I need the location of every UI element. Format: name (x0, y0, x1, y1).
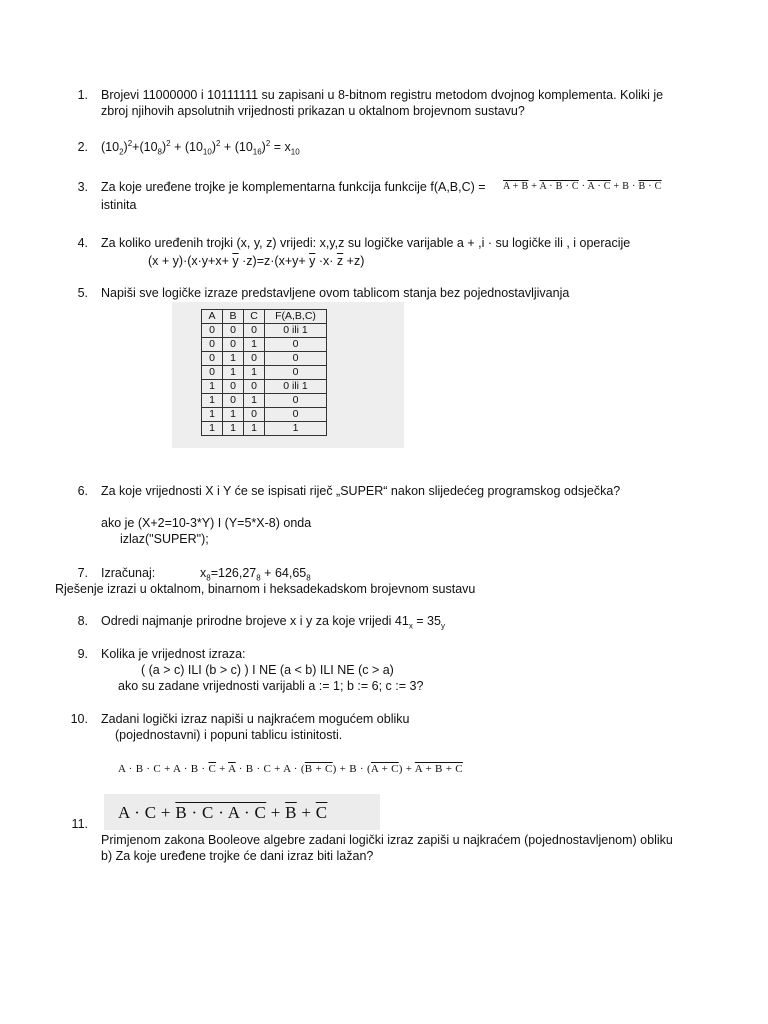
table-row (202, 338, 327, 352)
q4-equation: $(x + y)\cdot(x\cdot y+x+ \overline{y} \cdot z)=z\cdot(x+y+ \overline{y} \cdot x\cdot \overline{z} +z)$ (148, 254, 365, 268)
q11-number: 11. (71, 817, 88, 831)
q7-note: Rješenje izrazi u oktalnom, binarnom i heksadekadskom brojevnom sustavu (55, 582, 476, 596)
q5-number: 5. (77, 286, 88, 300)
table-row (202, 380, 327, 394)
table-header-b: B (223, 310, 244, 324)
q6-code2: izlaz("SUPER"); (120, 532, 209, 546)
table-cell: 1 (202, 408, 223, 422)
table-cell: 1 (223, 408, 244, 422)
table-cell: 1 (265, 422, 327, 436)
table-header-c: C (244, 310, 265, 324)
table-cell: 1 (223, 352, 244, 366)
q2-expression: $(10_2)^2+(10_8)^2 + (10_{10})^2 + (10_{16})^2 = x_{10}$ (101, 138, 300, 157)
q8-number: 8. (77, 614, 88, 628)
table-cell: 0 ili 1 (265, 324, 327, 338)
truth-table (201, 309, 327, 436)
table-cell: 0 (244, 352, 265, 366)
table-cell: 0 (202, 324, 223, 338)
q7-label: Izračunaj: (101, 566, 156, 580)
table-cell: 0 (265, 338, 327, 352)
table-cell: 0 (265, 352, 327, 366)
q10-line2: (pojednostavni) i popuni tablicu istinitosti. (115, 728, 343, 742)
table-header-f: F(A,B,C) (265, 310, 327, 324)
q10-number: 10. (70, 712, 88, 726)
table-cell: 1 (244, 366, 265, 380)
table-header-a: A (202, 310, 223, 324)
table-row (202, 366, 327, 380)
q1-line2: zbroj njihovih apsolutnih vrijednosti prikazan u oktalnom brojevnom sustavu? (101, 104, 525, 118)
table-cell: 0 ili 1 (265, 380, 327, 394)
q3-text: Za koje uređene trojke je komplementarna funkcija funkcije f(A,B,C) = (101, 180, 486, 194)
q6-number: 6. (77, 484, 88, 498)
table-header-row (202, 310, 327, 324)
table-cell: 0 (223, 394, 244, 408)
q9-line3: ako su zadane vrijednosti varijabli a := 1; b := 6; c := 3? (118, 679, 424, 693)
q3-line2: istinita (101, 198, 137, 212)
q6-line1: Za koje vrijednosti X i Y će se ispisati riječ „SUPER“ nakon slijedećeg programskog odsječka? (101, 484, 621, 498)
table-cell: 0 (202, 366, 223, 380)
q4-line1: Za koliko uređenih trojki (x, y, z) vrijedi: x,y,z su logičke varijable a + ,i · su logičke ili , i operacije (101, 236, 631, 250)
q4-number: 4. (77, 236, 88, 250)
table-cell: 1 (244, 338, 265, 352)
q3-number: 3. (77, 180, 88, 194)
table-cell: 0 (244, 408, 265, 422)
table-row (202, 422, 327, 436)
table-cell: 1 (202, 422, 223, 436)
q11-line1: Primjenom zakona Booleove algebre zadani logički izraz zapiši u najkraćem (pojednostavljenom) obliku (101, 833, 673, 847)
q7-number: 7. (77, 566, 88, 580)
table-cell: 0 (223, 324, 244, 338)
q2-number: 2. (77, 140, 88, 154)
table-row (202, 324, 327, 338)
table-cell: 0 (265, 408, 327, 422)
q8-text-line: Odredi najmanje prirodne brojeve x i y za koje vrijedi $41_x = 35_y$ (101, 614, 445, 631)
table-cell: 1 (244, 422, 265, 436)
table-cell: 0 (244, 324, 265, 338)
q10-line1: Zadani logički izraz napiši u najkraćem mogućem obliku (101, 712, 410, 726)
table-row (202, 408, 327, 422)
table-cell: 1 (223, 422, 244, 436)
q1-number: 1. (77, 88, 88, 102)
table-cell: 0 (223, 338, 244, 352)
table-cell: 0 (202, 352, 223, 366)
q9-line1: Kolika je vrijednost izraza: (101, 647, 246, 661)
q9-number: 9. (77, 647, 88, 661)
table-cell: 1 (223, 366, 244, 380)
table-cell: 1 (202, 380, 223, 394)
q9-line2: ( (a > c) ILI (b > c) ) I NE (a < b) ILI NE (c > a) (141, 663, 394, 677)
table-row (202, 352, 327, 366)
q11-line2: b) Za koje uređene trojke će dani izraz biti lažan? (101, 849, 374, 863)
q6-code1: ako je (X+2=10-3*Y) I (Y=5*X-8) onda (101, 516, 312, 530)
q5-text: Napiši sve logičke izraze predstavljene ovom tablicom stanja bez pojednostavljivanja (101, 286, 570, 300)
table-row (202, 394, 327, 408)
table-cell: 1 (202, 394, 223, 408)
table-cell: 0 (223, 380, 244, 394)
table-cell: 0 (244, 380, 265, 394)
q1-line1: Brojevi 11000000 i 10111111 su zapisani u 8-bitnom registru metodom dvojnog komplementa. Koliki je (101, 88, 664, 102)
q7-expression: $x_8=126,27_8 + 64,65_8$ (200, 566, 311, 583)
q3-formula: A + B + A · B · C · A · C + B · B · C (503, 181, 662, 192)
q8-text: Odredi najmanje prirodne brojeve x i y za koje vrijedi (101, 614, 392, 628)
table-cell: 1 (244, 394, 265, 408)
table-cell: 0 (265, 366, 327, 380)
table-cell: 0 (202, 338, 223, 352)
q10-formula: $A \cdot B \cdot C + A \cdot B \cdot \overline{C} + \overline{A} \cdot B \cdot C + A \cdot (B + C) + B \cdot (A + C) + A + B + C$ (118, 763, 463, 775)
q11-formula: $A \cdot C + B \cdot C \cdot A \cdot C + \overline{B} + \overline{C}$ (118, 803, 328, 822)
table-cell: 0 (265, 394, 327, 408)
